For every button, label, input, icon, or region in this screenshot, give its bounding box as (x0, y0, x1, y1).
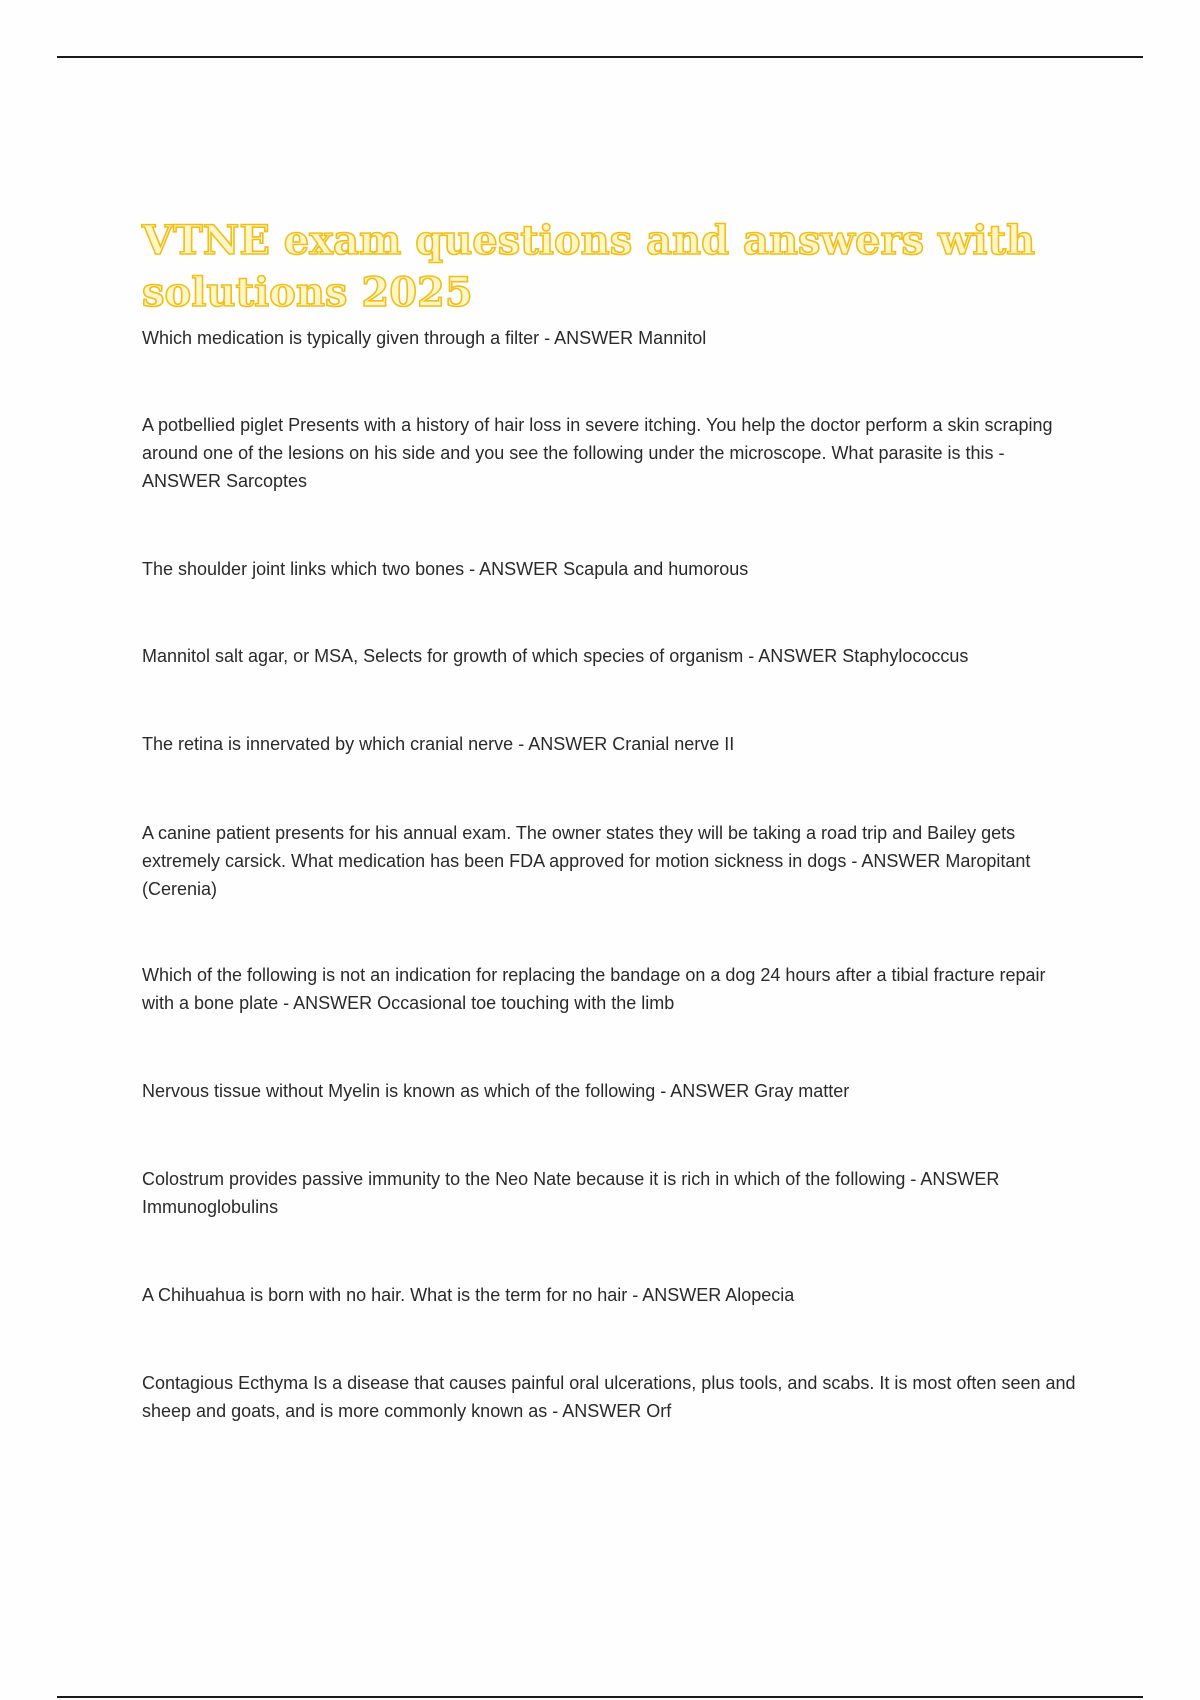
qa-item-4: Mannitol salt agar, or MSA, Selects for growth of which species of organism - ANSWER Staphylococcus (142, 646, 969, 666)
qa-item-2: A potbellied piglet Presents with a history of hair loss in severe itching. You help the doctor perform a skin scraping around one of the lesions on his side and you see the following under the microscope. What parasite is this - ANSWER Sarcoptes (142, 415, 1053, 491)
qa-item-9: Colostrum provides passive immunity to the Neo Nate because it is rich in which of the following - ANSWER Immunoglobulins (142, 1169, 1000, 1217)
qa-item-11: Contagious Ecthyma Is a disease that causes painful oral ulcerations, plus tools, and scabs. It is most often seen and sheep and goats, and is more commonly known as - ANSWER Orf (142, 1373, 1076, 1421)
qa-item-10: A Chihuahua is born with no hair. What is the term for no hair - ANSWER Alopecia (142, 1285, 795, 1305)
document-title-line-2: solutions 2025 (142, 269, 473, 316)
header-rule (57, 56, 1143, 58)
qa-item-6: A canine patient presents for his annual exam. The owner states they will be taking a road trip and Bailey gets extremely carsick. What medication has been FDA approved for motion sickness in dogs - ANSWER Maropitant (Cerenia) (142, 823, 1031, 899)
footer-rule (57, 1696, 1143, 1698)
qa-item-5: The retina is innervated by which cranial nerve - ANSWER Cranial nerve II (142, 734, 735, 754)
qa-item-7: Which of the following is not an indication for replacing the bandage on a dog 24 hours after a tibial fracture repair with a bone plate - ANSWER Occasional toe touching with the limb (142, 965, 1046, 1013)
qa-item-1: Which medication is typically given through a filter - ANSWER Mannitol (142, 328, 707, 348)
document-title (142, 215, 1042, 319)
qa-item-3: The shoulder joint links which two bones - ANSWER Scapula and humorous (142, 559, 749, 579)
document-title-line-1: VTNE exam questions and answers with (142, 217, 1036, 264)
qa-item-8: Nervous tissue without Myelin is known as which of the following - ANSWER Gray matter (142, 1081, 850, 1101)
